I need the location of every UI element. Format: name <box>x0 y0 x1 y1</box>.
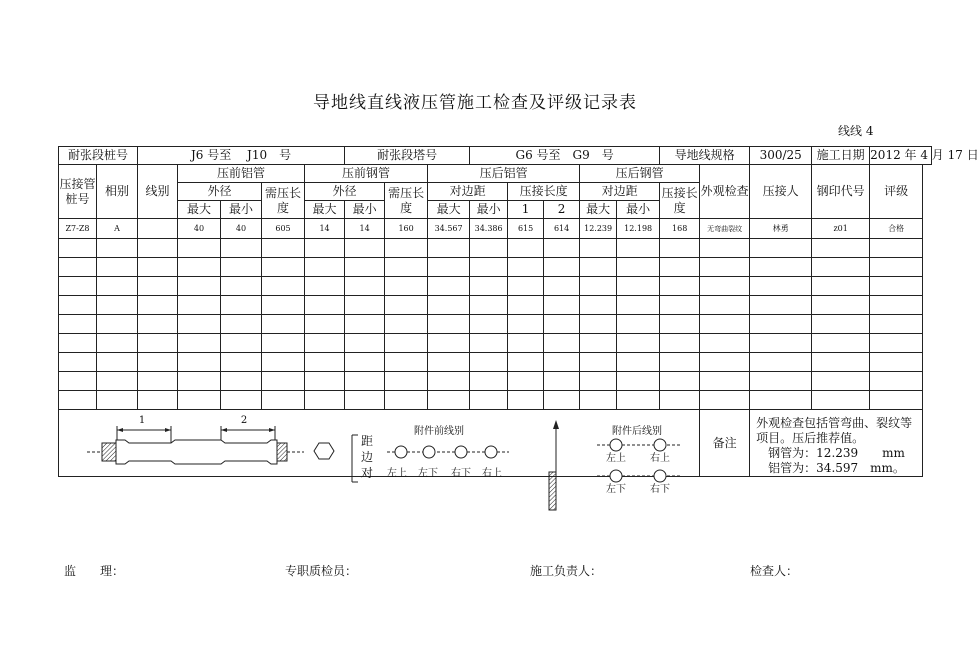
cell-post-al-min: 34.386 <box>470 219 508 239</box>
col-phase: 相别 <box>97 165 138 219</box>
cell-post-st-len: 168 <box>660 219 700 239</box>
col-pre-al: 压前铝管 <box>178 165 305 183</box>
cell-post-al-len2: 614 <box>544 219 580 239</box>
cell-stamp: z01 <box>812 219 870 239</box>
inspector-label: 检查人： <box>750 564 799 578</box>
h-min: 最小 <box>221 201 262 219</box>
col-grade: 评级 <box>870 165 923 219</box>
cell-line <box>138 219 178 239</box>
table-row <box>59 315 932 334</box>
record-table <box>58 146 979 495</box>
line-number: 线线 4 <box>838 124 874 138</box>
dim-1-label: 1 <box>138 415 146 426</box>
back-label-2: 左下 <box>606 484 626 495</box>
distance-char-2: 边 <box>361 450 374 464</box>
header-row-1 <box>59 147 932 165</box>
table-row <box>59 277 932 296</box>
tension-tower-label: 耐张段塔号 <box>345 147 470 165</box>
table-row <box>59 239 932 258</box>
col-crimp-pole: 压接管桩号 <box>59 165 97 219</box>
tension-pole-value: J6 号至 J10 号 <box>138 147 345 165</box>
front-label-2: 右下 <box>451 468 471 479</box>
table-row <box>59 372 932 391</box>
cell-pole: Z7-Z8 <box>59 219 97 239</box>
remarks-line-1: 外观检查包括管弯曲、裂纹等项目。压后推荐值。 <box>756 416 913 445</box>
tension-tower-value: G6 号至 G9 号 <box>470 147 660 165</box>
conductor-spec-value: 300/25 <box>750 147 812 165</box>
h-min: 最小 <box>470 201 508 219</box>
remarks-label: 备注 <box>700 410 750 477</box>
front-label-3: 右上 <box>482 468 502 479</box>
col-visual-check: 外观检查 <box>700 165 750 219</box>
date-value: 2012 年 4 月 17 日 <box>870 147 932 165</box>
front-line-diagram <box>387 424 509 479</box>
col-post-st-len: 压接长度 <box>660 183 700 219</box>
col-line-type: 线别 <box>138 165 178 219</box>
back-label-1: 右上 <box>650 453 670 464</box>
cell-post-st-max: 12.239 <box>580 219 617 239</box>
col-pre-st-len: 需压长度 <box>385 183 428 219</box>
table-row <box>59 334 932 353</box>
remarks-text <box>750 410 923 477</box>
h-one: 1 <box>508 201 544 219</box>
col-pre-steel: 压前钢管 <box>305 165 428 183</box>
cell-post-al-max: 34.567 <box>428 219 470 239</box>
table-row <box>59 258 932 277</box>
cell-crimper: 林勇 <box>750 219 812 239</box>
cell-phase: A <box>97 219 138 239</box>
cell-pre-al-min: 40 <box>221 219 262 239</box>
col-post-steel: 压后钢管 <box>580 165 700 183</box>
diagram-row <box>59 410 932 477</box>
cell-pre-st-min: 14 <box>345 219 385 239</box>
h-min: 最小 <box>345 201 385 219</box>
back-title: 附件后线别 <box>612 426 662 437</box>
conductor-spec-label: 导地线规格 <box>660 147 750 165</box>
cell-post-al-len1: 615 <box>508 219 544 239</box>
col-post-al-flats: 对边距 <box>428 183 508 201</box>
front-label-0: 左上 <box>387 468 407 479</box>
h-two: 2 <box>544 201 580 219</box>
h-max: 最大 <box>178 201 221 219</box>
cell-grade: 合格 <box>870 219 923 239</box>
col-post-st-flats: 对边距 <box>580 183 660 201</box>
quality-inspector-label: 专职质检员： <box>285 564 358 578</box>
cell-pre-al-len: 605 <box>262 219 305 239</box>
h-max: 最大 <box>580 201 617 219</box>
col-crimper: 压接人 <box>750 165 812 219</box>
col-post-al-len: 压接长度 <box>508 183 580 201</box>
back-line-diagram <box>597 424 681 495</box>
remarks-line-3: 铝管为：34.597 mm。 <box>768 461 905 475</box>
distance-char-3: 对 <box>361 466 374 480</box>
table-row <box>59 219 932 239</box>
crimp-tube-drawing <box>87 440 304 464</box>
table-row <box>59 296 932 315</box>
cell-pre-st-max: 14 <box>305 219 345 239</box>
front-label-1: 左下 <box>418 468 438 479</box>
col-pre-al-len: 需压长度 <box>262 183 305 219</box>
dim-2-label: 2 <box>240 415 248 426</box>
cell-visual: 无弯曲裂纹 <box>700 219 750 239</box>
back-label-3: 右下 <box>650 484 670 495</box>
distance-bracket <box>352 434 373 482</box>
cell-pre-st-len: 160 <box>385 219 428 239</box>
h-max: 最大 <box>428 201 470 219</box>
h-max: 最大 <box>305 201 345 219</box>
tension-pole-label: 耐张段桩号 <box>59 147 138 165</box>
cell-post-st-min: 12.198 <box>617 219 660 239</box>
cell-pre-al-max: 40 <box>178 219 221 239</box>
construction-lead-label: 施工负责人： <box>530 564 603 578</box>
page-title: 导地线直线液压管施工检查及评级记录表 <box>313 93 637 113</box>
distance-char-1: 距 <box>361 434 374 448</box>
hexagon-icon <box>314 443 334 459</box>
col-pre-al-od: 外径 <box>178 183 262 201</box>
crimp-diagram <box>59 410 707 537</box>
col-steel-stamp: 钢印代号 <box>812 165 870 219</box>
date-label: 施工日期 <box>812 147 870 165</box>
header-row-2 <box>59 165 932 183</box>
remarks-line-2: 钢管为：12.239 mm <box>768 446 905 460</box>
front-title: 附件前线别 <box>414 426 464 437</box>
col-pre-st-od: 外径 <box>305 183 385 201</box>
table-row <box>59 391 932 410</box>
col-post-al: 压后铝管 <box>428 165 580 183</box>
h-min: 最小 <box>617 201 660 219</box>
back-label-0: 左上 <box>606 453 626 464</box>
diagram-area <box>59 410 700 495</box>
direction-arrow-icon <box>549 420 559 510</box>
table-row <box>59 353 932 372</box>
supervisor-label: 监 理： <box>64 564 125 578</box>
